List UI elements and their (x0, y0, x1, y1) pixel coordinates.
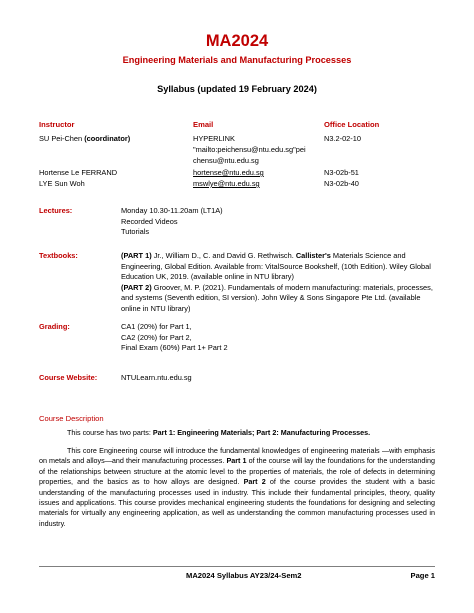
instructor-header: Instructor (39, 120, 75, 129)
lectures-details (121, 206, 223, 238)
course-description-title: Course Description (39, 414, 104, 423)
footer-rule (39, 566, 435, 567)
grading-label: Grading: (39, 322, 70, 331)
email-ferrand-link[interactable]: hortense@ntu.edu.sg (193, 168, 264, 177)
textbook-part2: (PART 2) Groover, M. P. (2021). Fundamentals of modern manufacturing: materials, processes, and systems (Seventh edition, SI version). John Wiley & Sons Singapore Pte Ltd. (available online in NTU library) (121, 282, 433, 313)
textbooks-label: Textbooks: (39, 251, 78, 260)
lecture-line: Tutorials (121, 227, 150, 237)
lectures-label: Lectures: (39, 206, 73, 215)
email-su-line1: HYPERLINK (193, 134, 235, 143)
email-su-line2: "mailto:peichensu@ntu.edu.sg"pei (193, 145, 306, 154)
grading-line: CA1 (20%) for Part 1, (121, 322, 192, 331)
grading-line: CA2 (20%) for Part 2, (121, 332, 192, 342)
footer-text: MA2024 Syllabus AY23/24-Sem2 (186, 571, 302, 580)
instructor-name-ferrand: Hortense Le FERRAND (39, 168, 118, 177)
office-ferrand: N3-02b-51 (324, 168, 359, 177)
syllabus-heading: Syllabus (updated 19 February 2024) (157, 84, 317, 94)
textbooks-list (121, 251, 439, 315)
office-su: N3.2-02-10 (324, 134, 361, 143)
course-description-body: This core Engineering course will introduce the fundamental knowledges of engineering materials —with emphasis on metals and alloys—and their manufacturing processes. Part 1 of the course will lay the foundations for the understanding of the relationships between structure at the atomic level to the properties of materials, the role of defects in determining properties, and the basics as to how alloys are designed. Part 2 of the course provides the student with a basic understanding of the manufacturing processes used in industry. This include their fundamental principles, theory, quality issues and applications. This course provides mechanical engineering students the foundations for designing and selecting materials for virtually any engineering application, as well as understanding the common manufacturing processes used in industry. (39, 446, 435, 528)
lecture-line: Recorded Videos (121, 216, 178, 226)
email-header: Email (193, 120, 214, 129)
textbook-part1: (PART 1) Jr., William D., C. and David G. Rethwisch. Callister's Materials Science and Engineering, Global Edition. Available from: VitalSource Bookshelf, (10th Edition). Wiley Global Education UK, 2019. (available online in NTU library) (121, 251, 431, 282)
office-header: Office Location (324, 120, 380, 129)
course-subtitle: Engineering Materials and Manufacturing Processes (122, 55, 352, 65)
website-value[interactable]: NTULearn.ntu.edu.sg (121, 373, 192, 382)
course-code-title: MA2024 (205, 32, 269, 50)
page-number: Page 1 (410, 571, 435, 580)
grading-details (121, 322, 228, 354)
grading-line: Final Exam (60%) Part 1+ Part 2 (121, 343, 228, 353)
website-label: Course Website: (39, 373, 98, 382)
instructor-name-lye: LYE Sun Woh (39, 179, 85, 188)
instructor-name-su: SU Pei-Chen (coordinator) (39, 134, 131, 143)
lecture-line: Monday 10.30-11.20am (LT1A) (121, 206, 223, 215)
office-lye: N3-02b-40 (324, 179, 359, 188)
course-description-intro: This course has two parts: Part 1: Engineering Materials; Part 2: Manufacturing Processes. (67, 428, 371, 437)
email-lye-link[interactable]: mswlye@ntu.edu.sg (193, 179, 260, 188)
email-su-line3: chensu@ntu.edu.sg (193, 156, 259, 165)
